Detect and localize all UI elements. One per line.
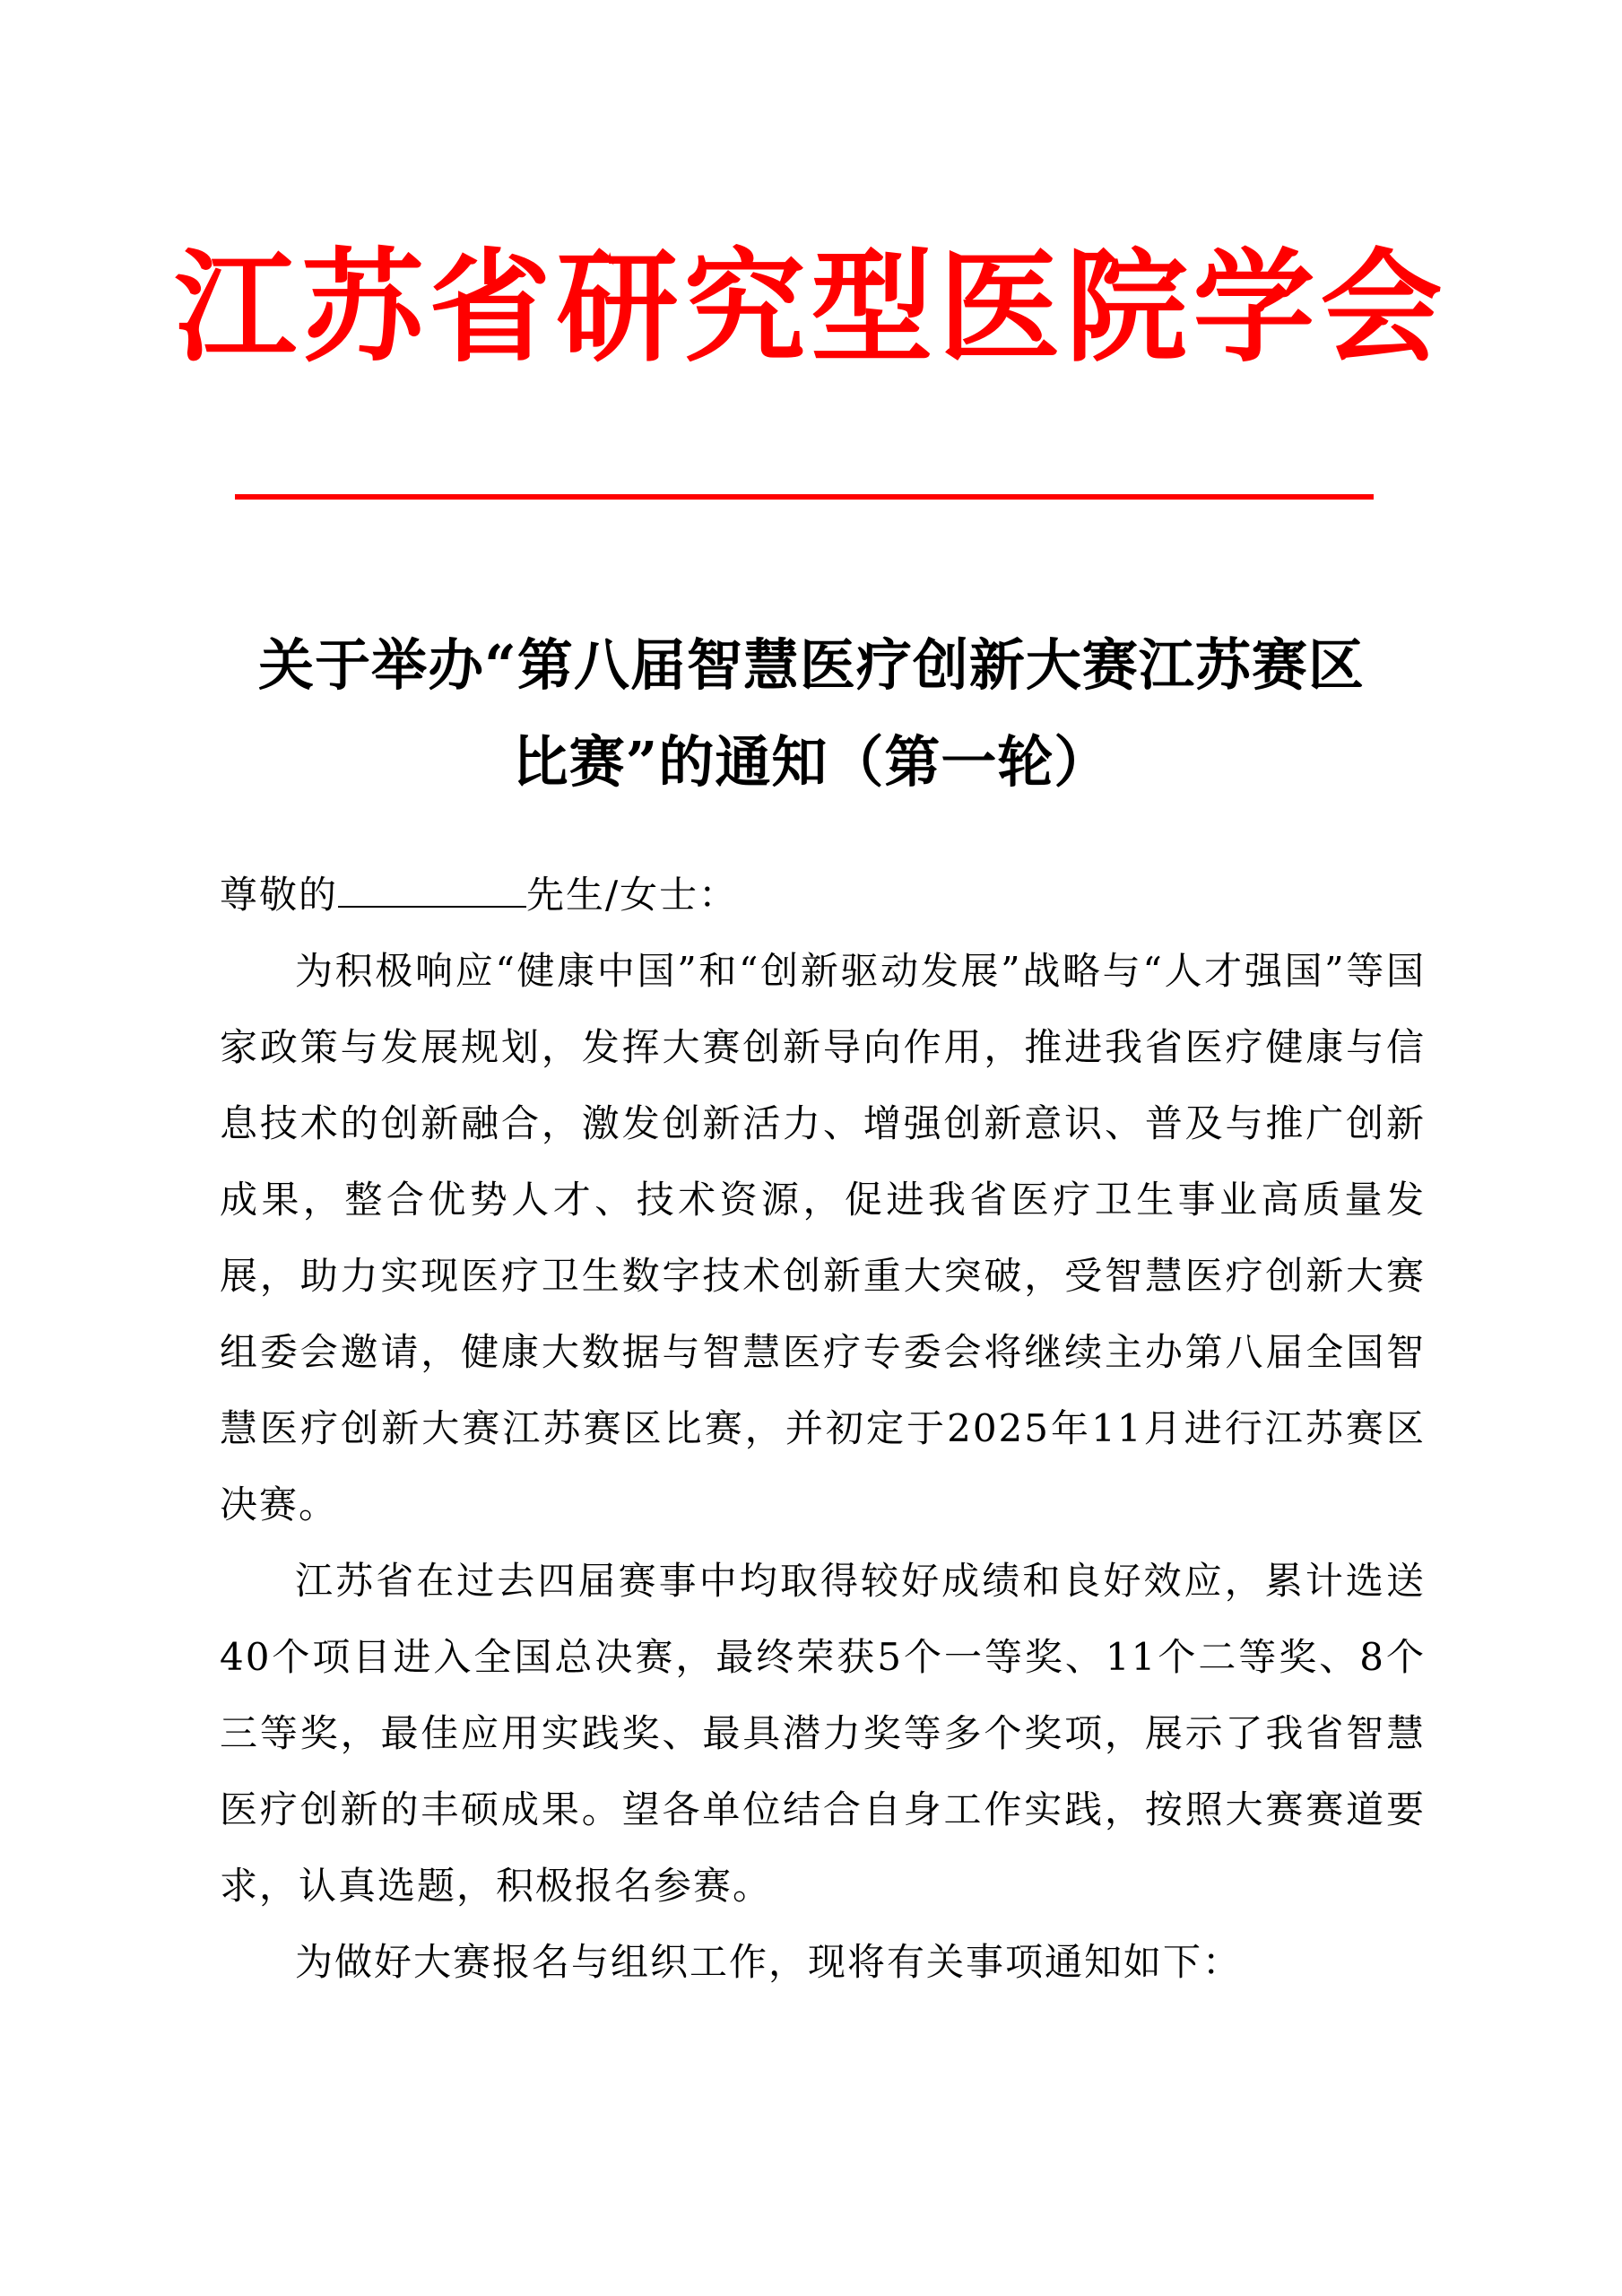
document-body	[220, 857, 1426, 2000]
paragraph-purpose: 为积极响应“健康中国”和“创新驱动发展”战略与“人才强国”等国家政策与发展规划，发挥大赛创新导向作用，推进我省医疗健康与信息技术的创新融合，激发创新活力、增强创新意识、普及与推广创新成果，整合优势人才、技术资源，促进我省医疗卫生事业高质量发展，助力实现医疗卫生数字技术创新重大突破，受智慧医疗创新大赛组委会邀请，健康大数据与智慧医疗专委会将继续主办第八届全国智慧医疗创新大赛江苏赛区比赛，并初定于2025年11月进行江苏赛区决赛。	[220, 949, 1426, 1526]
letterhead-red-divider	[235, 494, 1374, 500]
salutation	[220, 857, 1426, 933]
name-blank-line	[338, 866, 526, 908]
document-title-line-2: 比赛”的通知（第一轮）	[512, 729, 1111, 795]
document-title-line-1: 关于举办“第八届智慧医疗创新大赛江苏赛区	[258, 632, 1365, 698]
paragraph-notice-intro: 为做好大赛报名与组织工作，现将有关事项通知如下：	[295, 1940, 1243, 1984]
salutation-prefix: 尊敬的	[220, 873, 339, 917]
document-title	[215, 617, 1408, 811]
paragraph-achievements: 江苏省在过去四届赛事中均取得较好成绩和良好效应，累计选送40个项目进入全国总决赛，最终荣获5个一等奖、11个二等奖、8个三等奖，最佳应用实践奖、最具潜力奖等多个奖项，展示了我省智慧医疗创新的丰硕成果。望各单位结合自身工作实践，按照大赛赛道要求，认真选题，积极报名参赛。	[220, 1559, 1426, 1908]
salutation-suffix: 先生/女士：	[526, 873, 739, 917]
letterhead-organization-name: 江苏省研究型医院学会	[174, 236, 1448, 379]
